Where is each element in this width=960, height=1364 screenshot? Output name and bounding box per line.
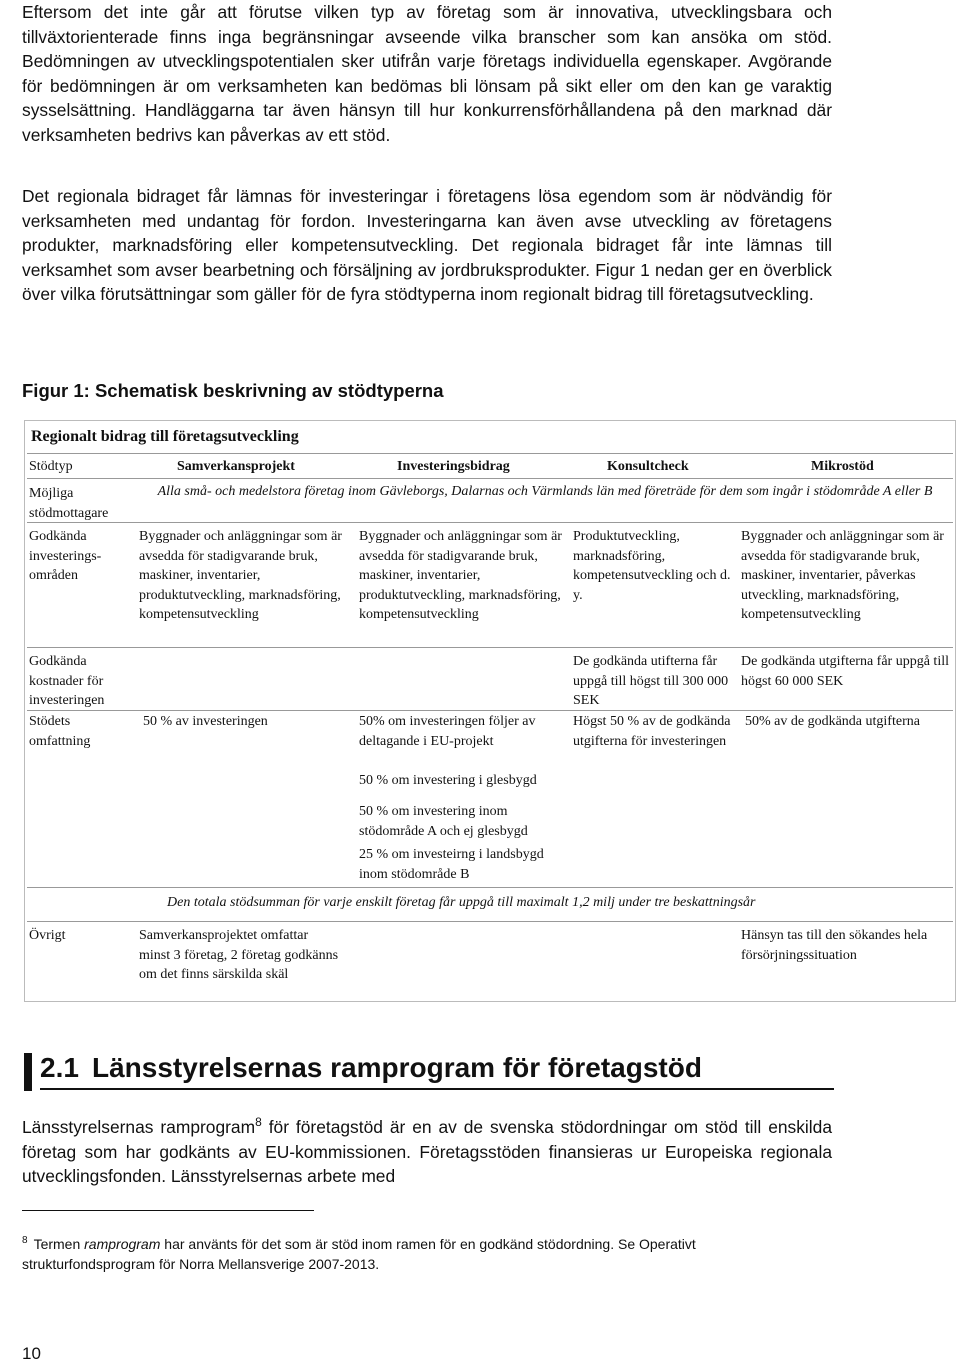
footnote-text-start: Termen	[33, 1236, 85, 1252]
footnote-ref: 8	[255, 1115, 262, 1130]
col-header-samverkansprojekt: Samverkansprojekt	[177, 459, 295, 474]
divider	[27, 921, 953, 922]
row-label-stodets-omfattning: Stödets omfattning	[29, 714, 91, 749]
para3-rest: för företagstöd är en av de svenska stödordningar om stöd till enskilda företag som har godkänts av EU-kommissionen. Företagsstöden finansieras ur Europeiska regionala utvecklingsfonden. Länsstyrelsernas arbete med	[22, 1117, 832, 1187]
section-marker-bar	[24, 1053, 32, 1091]
section-underline	[40, 1088, 834, 1090]
row-label-mojliga: Möjliga stödmottagare	[29, 486, 109, 521]
kostnader-mikro: De godkända utgifterna får uppgå till högst 60 000 SEK	[741, 654, 949, 689]
footnote-number: 8	[22, 1235, 28, 1247]
omraden-samverkan: Byggnader och anläggningar som är avsedda för stadigvarande bruk, maskiner, inventarier, produktutveckling, marknadsföring, kompetensutveckling	[139, 529, 342, 622]
omraden-investering: Byggnader och anläggningar som är avsedda för stadigvarande bruk, maskiner, inventarier, produktutveckling, marknadsföring, kompetensutveckling	[359, 529, 562, 622]
section-number: 2.1	[40, 1052, 79, 1083]
divider	[27, 453, 953, 454]
omfattning-samverkan: 50 % av investeringen	[143, 714, 268, 729]
row-label-godkanda-kostnader: Godkända kostnader för investeringen	[29, 654, 105, 708]
footnote-text-end: har använts för det som är stöd inom ramen för en godkänd stödordning. Se Operativt strukturfondsprogram för Norra Mellansverige 2007-2013.	[22, 1236, 696, 1272]
omfattning-investering-stodomrade-b: 25 % om investeirng i landsbygd inom stödområde B	[359, 847, 544, 882]
para3-lead: Länsstyrelsernas ramprogram	[22, 1117, 256, 1137]
divider	[27, 887, 953, 888]
footnote	[22, 1234, 832, 1274]
figure-1-table	[24, 420, 956, 1002]
total-note: Den totala stödsumman för varje enskilt företag får uppgå till maximalt 1,2 milj under tre beskattningsår	[167, 895, 756, 910]
kostnader-konsult: De godkända utifterna får uppgå till högst till 300 000 SEK	[573, 654, 729, 708]
row-label-godkanda-omraden: Godkända investerings-områden	[29, 529, 102, 583]
page-number: 10	[22, 1344, 41, 1363]
figure-header: Regionalt bidrag till företagsutveckling	[31, 428, 299, 445]
ovrigt-samverkan: Samverkansprojektet omfattar minst 3 företag, 2 företag godkänns om det finns särskilda skäl	[139, 928, 339, 982]
omfattning-investering-stodomrade-a: 50 % om investering inom stödområde A och ej glesbygd	[359, 804, 528, 839]
section-heading	[40, 1052, 702, 1084]
figure-title: Figur 1: Schematisk beskrivning av stödtyperna	[22, 380, 444, 401]
omraden-konsult: Produktutveckling, marknadsföring, kompetensutveckling och d. y.	[573, 529, 731, 603]
omfattning-mikro: 50% av de godkända utgifterna	[745, 714, 920, 729]
omfattning-investering-eu: 50% om investeringen följer av deltagande i EU-projekt	[359, 714, 536, 749]
paragraph-2: Det regionala bidraget får lämnas för investeringar i företagens lösa egendom som är nödvändig för verksamheten med undantag för fordon. Investeringarna kan även avse utveckling av företagens produkter, marknadsföring eller kompetensutveckling. Det regionala bidraget får inte lämnas till verksamhet som avser bearbetning och försäljning av jordbruksprodukter. Figur 1 nedan ger en överblick över vilka förutsättningar som gäller för de fyra stödtyperna inom regionalt bidrag till företagsutveckling.	[22, 186, 832, 305]
row-label-stodtyp: Stödtyp	[29, 459, 73, 474]
section-title: Länsstyrelsernas ramprogram för företagstöd	[92, 1052, 702, 1083]
omfattning-konsult: Högst 50 % av de godkända utgifterna för investeringen	[573, 714, 731, 749]
ovrigt-mikro: Hänsyn tas till den sökandes hela försörjningssituation	[741, 928, 928, 963]
paragraph-3	[22, 1115, 832, 1189]
divider	[27, 478, 953, 479]
divider	[27, 522, 953, 523]
row-label-ovrigt: Övrigt	[29, 928, 66, 943]
omraden-mikro: Byggnader och anläggningar som är avsedda för stadigvarande bruk, maskiner, inventarier, påverkas utveckling, marknadsföring, kompetensutveckling	[741, 529, 944, 622]
divider	[27, 647, 953, 648]
footnote-term: ramprogram	[84, 1236, 161, 1252]
col-header-konsultcheck: Konsultcheck	[607, 459, 689, 474]
col-header-mikrostod: Mikrostöd	[811, 459, 874, 474]
omfattning-investering-glesbygd: 50 % om investering i glesbygd	[359, 773, 537, 788]
col-header-investeringsbidrag: Investeringsbidrag	[397, 459, 510, 474]
mojliga-text: Alla små- och medelstora företag inom Gävleborgs, Dalarnas och Värmlands län med företräde för dem som ingår i stödområde A eller B	[157, 484, 933, 499]
footnote-separator	[22, 1210, 314, 1211]
paragraph-1: Eftersom det inte går att förutse vilken typ av företag som är innovativa, utvecklingsbara och tillväxtorienterade finns inga begränsningar avseende vilka branscher som kan ansöka om stöd. Bedömningen av utvecklingspotentialen sker utifrån varje företags individuella egenskaper. Avgörande för bedömningen är om verksamheten kan bedömas bli lönsam på sikt eller om den kan ge varaktig sysselsättning. Handläggarna tar även hänsyn till hur konkurrensförhållandena på den marknad där verksamheten bedrivs kan påverkas av ett stöd.	[22, 2, 832, 145]
divider	[27, 710, 953, 711]
